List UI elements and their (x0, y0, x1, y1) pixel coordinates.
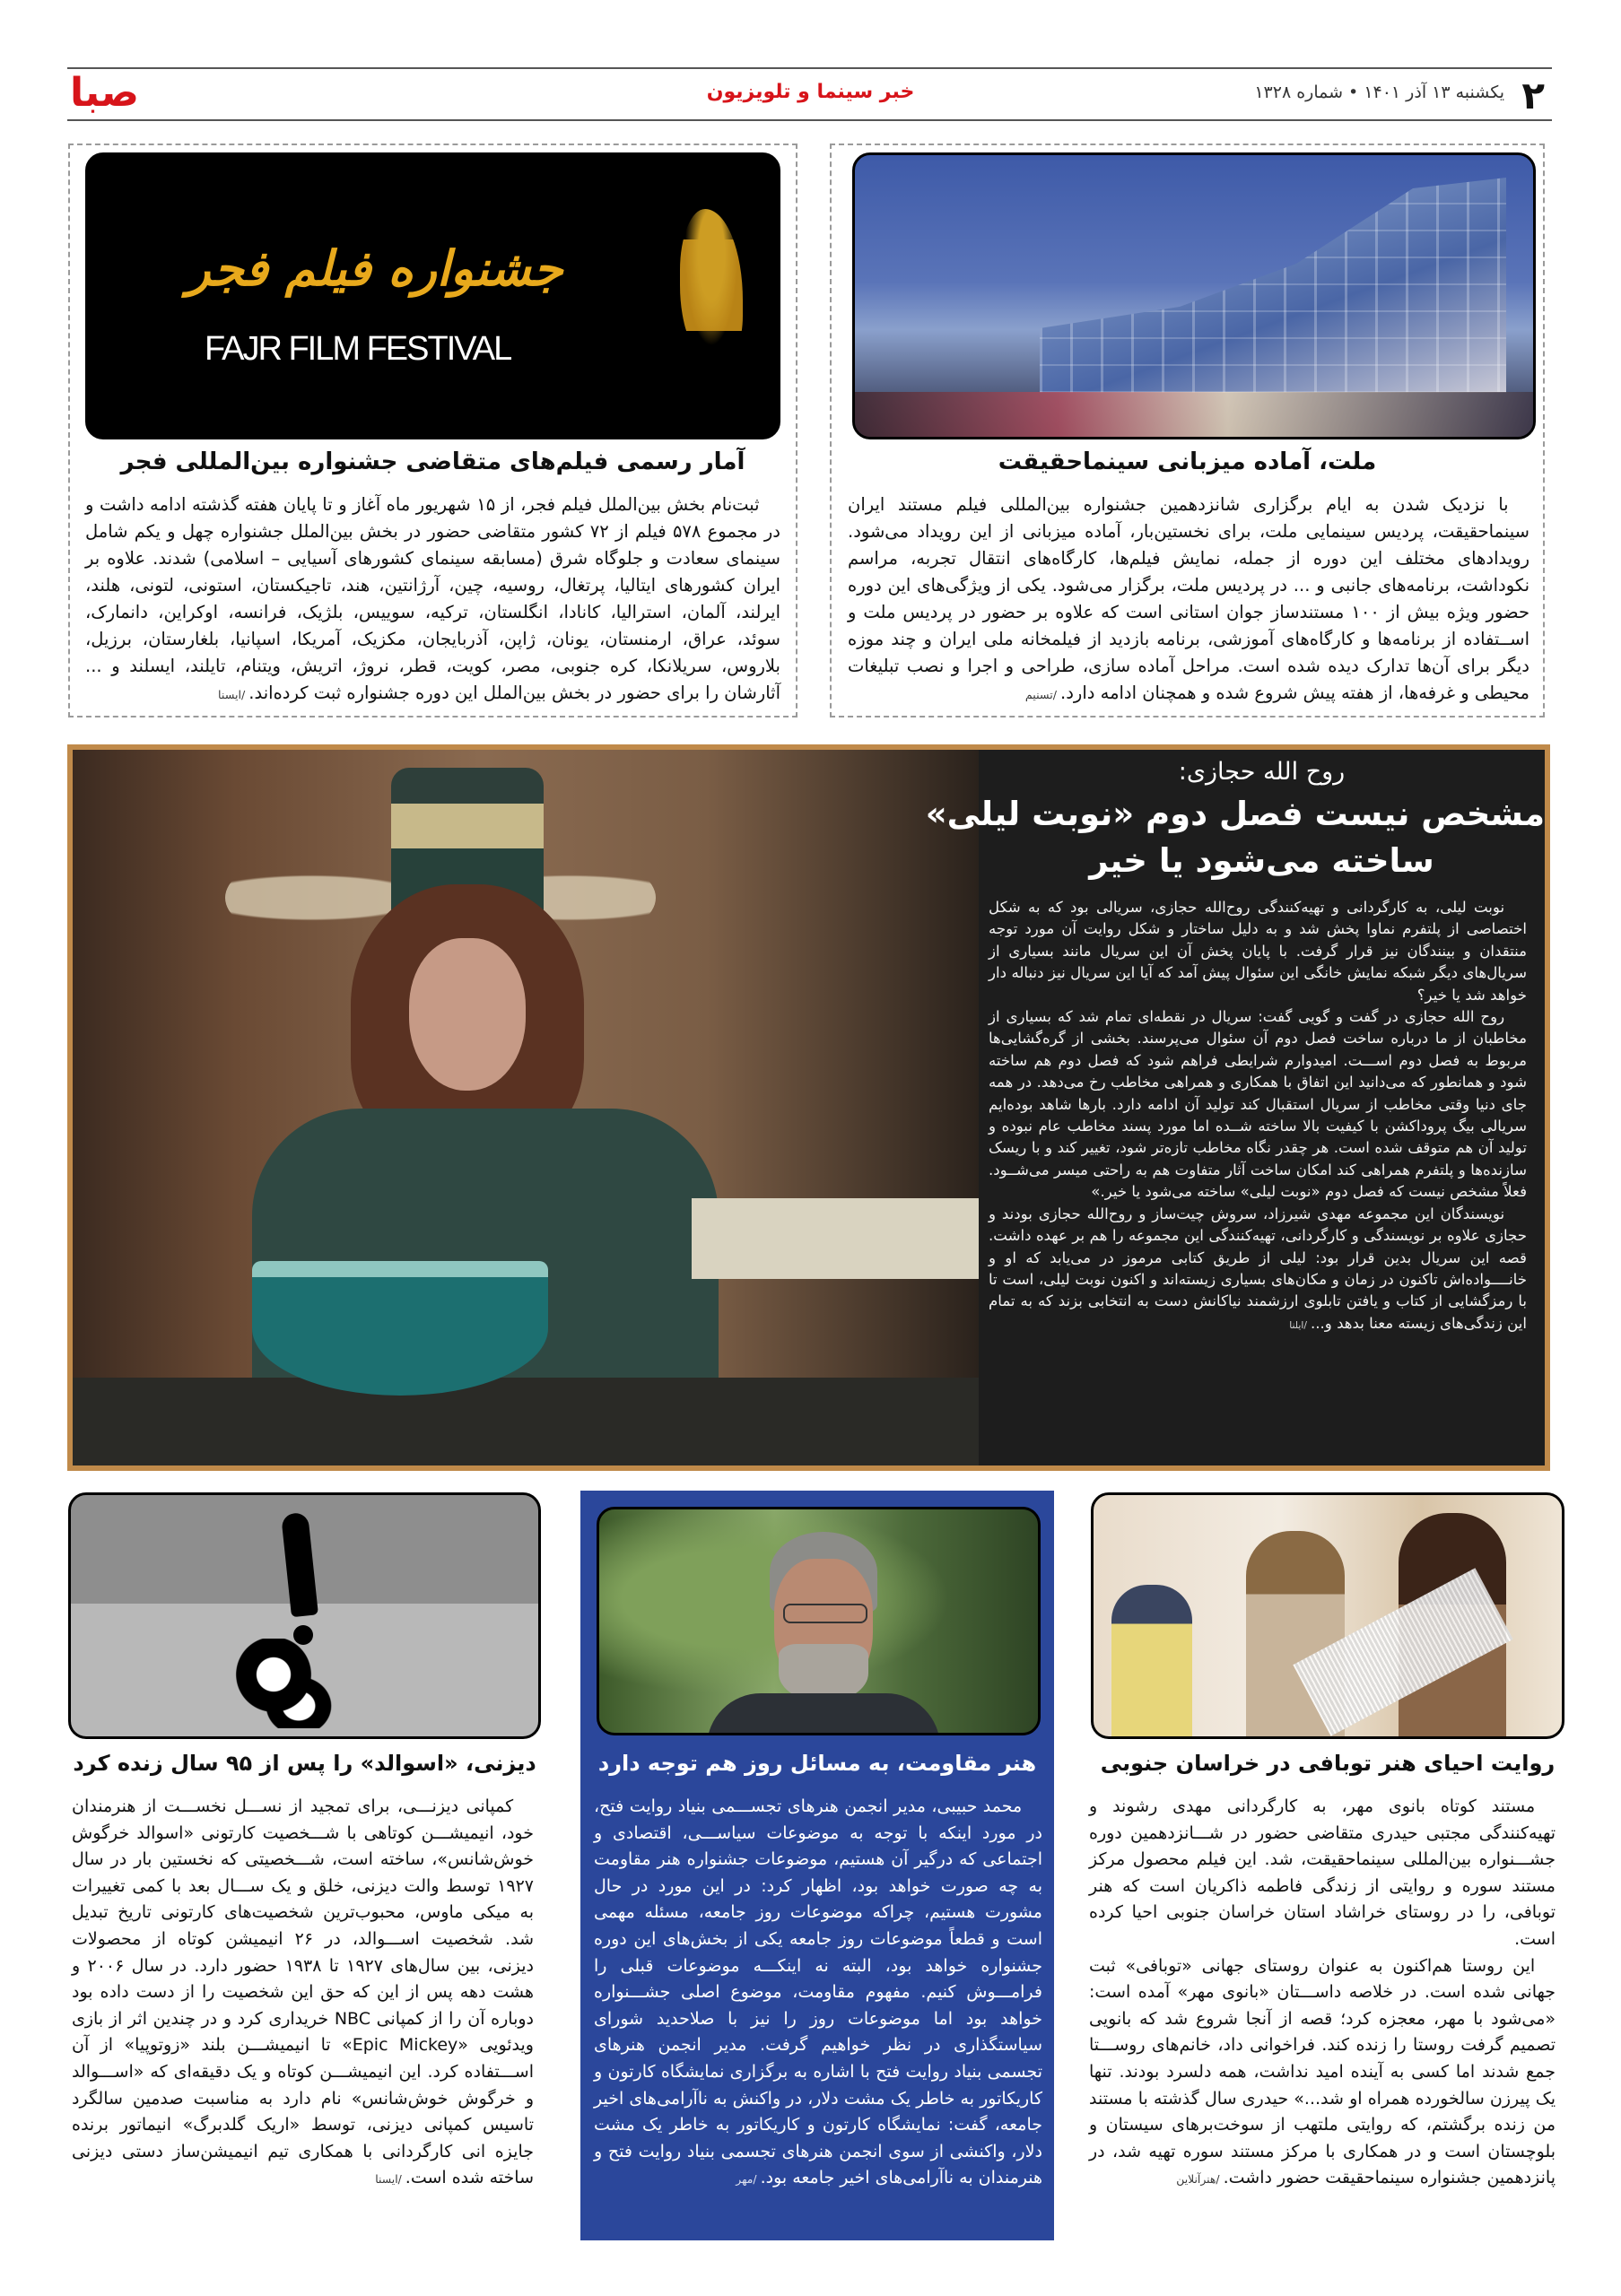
article-body (594, 1794, 1042, 2194)
nobat-leyli-still-photo (73, 750, 979, 1465)
paragraph: با نزدیک شدن به ایام برگزاری شانزدهمین جشنواره بین‌المللی فیلم مستند ایران سینماحقیقت، پردیس سینمایی ملت، برای نخستین‌بار، آماده میزبانی از این رویداد می‌شود. رویدادهای مختلف این دوره از جمله، نمایش فیلم‌ها، کارگاه‌های انتقال تجربه، مراسم نکوداشت، برنامه‌های جانبی و ... در پردیس ملت، برگزار می‌شود. یکی از ویژگی‌های این دوره حضور ویژه بیش از ۱۰۰ مستندساز جوان استانی است که علاوه بر حضور در پردیس ملت و اســتفاده از برنامه‌ها و کارگاه‌های آموزشی، برنامه بازدید از فیلمخانه ملی ایران و چند موزه دیگر برای آن‌ها تدارک دیده شده است. مراحل آماده سازی، طراحی و اجرا و نصب تبلیغات محیطی و غرفه‌ها، از هفته پیش شروع شده و همچنان ادامه دارد./تسنیم (848, 494, 1530, 703)
paragraph: ثبت‌نام بخش بین‌الملل فیلم فجر، از ۱۵ شهریور ماه آغاز و تا پایان هفته گذشته ادامه داشت و در مجموع ۵۷۸ فیلم از ۷۲ کشور متقاضی حضور در بخش بین‌الملل جشنواره چهل و یکم شامل سینمای سعادت و جلوگاه شرق (مسابقه سینمای کشورهای آسیایی – اسلامی) شدند. علاوه بر ایران کشورهای ایتالیا، پرتغال، روسیه، چین، آرژانتین، هند، تاجیکستان، استونی، لتونی، هلند، ایرلند، آلمان، استرالیا، کانادا، انگلستان، ترکیه، سوییس، بلژیک، فرانسه، اوکراین، دانمارک، سوئد، عراق، ارمنستان، یونان، ژاپن، آذربایجان، مکزیک، آمریکا، اسپانیا، بلغارستان، برزیل، بلاروس، سریلانکا، کره جنوبی، مصر، کویت، قطر، نروژ، اتریش، ویتنام، تایلند، ایسلند و ... آثارشان را برای حضور در بخش بین‌الملل این دوره جشنواره ثبت کرده‌اند./ایسنا (85, 494, 780, 703)
lead-headline-line: مشخص نیست فصل دوم «نوبت لیلی» (925, 795, 1545, 833)
weaving-women-photo (1091, 1492, 1564, 1739)
news-source: /ایلنا (1289, 1318, 1307, 1331)
news-source: /ایسنا (218, 688, 246, 701)
article-headline: آمار رسمی فیلم‌های متقاضی جشنواره بین‌المللی فجر (120, 448, 745, 475)
section-title: خبر سینما و تلویزیون (706, 81, 915, 103)
article-headline: دیزنی، «اسوالد» را پس از ۹۵ سال زنده کرد (73, 1751, 536, 1776)
newspaper-logo (70, 72, 169, 115)
jacket (707, 1693, 940, 1735)
issue-info: یکشنبه ۱۳ آذر ۱۴۰۱ • شماره ۱۳۲۸ (1254, 83, 1504, 102)
article-body (85, 491, 780, 709)
paragraph: محمد حبیبی، مدیر انجمن هنرهای تجســـمی بنیاد روایت فتح، در مورد اینکه با توجه به موضوعات سیاســـی، اقتصادی و اجتماعی که درگیر آن هستیم، موضوعات جشنواره هنر مقاومت به چه صورت خواهد بود، اظهار کرد: در این مورد در حال مشورت هستیم، چراکه موضوعات روز جامعه، مسئله مهمی است و قطعاً موضوعات روز جامعه یکی از بخش‌های این دوره جشنواره خواهد بود، البته نه اینکـــه موضوعات قبلی را فرامـــوش کنیم. مفهوم مقاومت، موضوع اصلی جشـــنواره خواهد بود اما موضوعات روز را نیز با صلاحدید شورای سیاستگذاری در نظر خواهیم گرفت. مدیر انجمن هنرهای تجسمی بنیاد روایت فتح با اشاره به برگزاری نمایشگاه کارتون و کاریکاتور به خاطر یک مشت دلار، در واکنش به ناآرامی‌های اخیر جامعه، گفت: نمایشگاه کارتون و کاریکاتور به خاطر یک مشت دلار، واکنشی از سوی انجمن هنرهای تجسمی بنیاد روایت فتح و هنرمندان به ناآرامی‌های اخیر جامعه بود./مهر (594, 1796, 1042, 2188)
teal-bowl (252, 1261, 548, 1396)
woman-left (1111, 1585, 1192, 1739)
header-top-rule (67, 67, 1552, 69)
page-number: ۲ (1521, 74, 1545, 117)
fireplace-mantel (692, 1198, 979, 1279)
article-headline: روایت احیای هنر توبافی در خراسان جنوبی (1100, 1751, 1556, 1776)
lead-headline (925, 791, 1545, 884)
article-body (72, 1794, 534, 2194)
news-source: /تسنیم (1024, 688, 1058, 701)
news-source: /ایسنا (375, 2173, 402, 2187)
paragraph: روح الله حجازی در گفت و گویی گفت: سریال در نقطه‌ای تمام شد که بسیاری از مخاطبان از ما درباره ساخت فصل دوم آن سئوال می‌پرسند. بخشی از گره‌گشایی‌ها مربوط به فصل دوم اســـت. امیدوارم شرایطی فراهم شود که فصل دوم هم ساخته شود و همانطور که می‌دانید این اتفاق با همکاری و همراهی مخاطب رخ می‌دهد. در همه جای دنیا وقتی مخاطب از سریال استقبال کند تولید آن ادامه دارد. بارها شاهد بوده‌ایم سریالی بیگ پروداکشن با کیفیت بالا ساخته شــده اما مورد پسند مخاطب عام نبوده و تولید آن هم متوقف شده است. هر چقدر نگاه مخاطب تازه‌تر شود، تغییر کند و با ریسک سازنده‌ها و پلتفرم همراهی کند امکان ساخت آثار متفاوت هم به راحتی میسر می‌شــود. فعلاً مشخص نیست که فصل دوم «نوبت لیلی» ساخته می‌شود یا خیر.» (989, 1008, 1527, 1201)
paragraph: نویسندگان این مجموعه مهدی شیرزاد، سروش چیت‌ساز و روح‌الله حجازی بودند و حجازی علاوه بر نویسندگی و کارگردانی، تهیه‌کنندگی این مجموعه را هم بر عهده داشت. قصه این سریال بدین قرار بود: لیلی از طریق کتابی مرموز در می‌یابد که او و خانــــواده‌اش تاکنون در زمان و مکان‌های بسیاری زیسته‌اند و اکنون نوبت لیلی، است تا با رمزگشایی از کتاب و یافتن تابلوی ارزشمند نیاکانش دست به انتخابی بزند که به تمام این زندگی‌های زیسته معنا بدهد و.../ایلنا (989, 1205, 1527, 1332)
paragraph: نوبت لیلی، به کارگردانی و تهیه‌کنندگی روح‌الله حجازی، سریالی بود که به شکل اختصاصی از پلتفرم نماوا پخش شد و به دلیل ساختار و شکل روایت آن مورد توجه منتقدان و بینندگان نیز قرار گرفت. با پایان پخش آن این سریال مانند بسیاری از سریال‌های دیگر شبکه نمایش خانگی این سئوال پیش آمد که آیا این سریال نیز دنباله دار خواهد شد یا خیر؟ (989, 899, 1527, 1004)
news-source: /هنرآنلاین (1176, 2173, 1220, 2187)
street-lights (855, 392, 1533, 437)
glasses (783, 1604, 867, 1623)
paragraph: مستند کوتاه بانوی مهر، به کارگردانی مهدی رشوند و تهیه‌کنندگی مجتبی حیدری متقاضی حضور در شـــانزدهمین دوره جشـــنواره بین‌المللی سینماحقیقت، شد. این فیلم محصول مرکز مستند سوره و روایتی از زندگی فاطمه ذاکریان است که هنر توبافی، را در روستای خراشاد استان خراسان جنوبی احیا کرده است. (1089, 1796, 1556, 1949)
lead-headline-line: ساخته می‌شود یا خیر (1089, 841, 1434, 880)
lead-kicker: روح الله حجازی: (1178, 758, 1346, 786)
fajr-logo-persian: جشنواره فیلم فجر (187, 240, 563, 297)
simorgh-bird-icon (680, 209, 743, 361)
article-body (1089, 1794, 1556, 2194)
building-facade (1040, 178, 1506, 393)
face (409, 938, 526, 1091)
mohammad-habibi-portrait (597, 1507, 1041, 1735)
article-headline: ملت، آماده میزبانی سینماحقیقت (998, 448, 1377, 475)
table (73, 1378, 979, 1465)
news-source: /مهر (736, 2173, 757, 2187)
article-headline: هنر مقاومت، به مسائل روز هم توجه دارد (597, 1751, 1037, 1776)
paragraph: این روستا هم‌اکنون به عنوان روستای جهانی «توبافی» ثبت جهانی شده است. در خلاصه داســـتان «بانوی مهر» آمده است: «می‌شود با مهر، معجزه کرد؛ قصه از آنجا شروع شد که بانویی تصمیم گرفت روستا را زنده کند. فراخوانی داد، خانم‌های روســـتا جمع شدند اما کسی به آینده امید نداشت، همه دلسرد بودند. تنها یک پیرزن سالخورده همراه او شد...» حیدری سال گذشته با مستند من زنده برگشتم، که روایتی ملتهب از سوخت‌برهای سیستان و بلوچستان است و در همکاری با مرکز مستند سوره تهیه شد، در پانزدهمین جشنواره سینماحقیقت حضور داشت./هنرآنلاین (1089, 1955, 1556, 2188)
logo-text: صبا (70, 70, 139, 116)
exclamation-mark (281, 1512, 318, 1618)
mellat-cinema-photo (852, 152, 1536, 439)
lead-body (989, 897, 1527, 1336)
fajr-logo-english: FAJR FILM FESTIVAL (205, 330, 511, 368)
article-body (848, 491, 1529, 709)
oswald-rabbit (223, 1639, 349, 1728)
fajr-festival-logo-image (85, 152, 780, 439)
header-bottom-rule (67, 119, 1552, 121)
oswald-cartoon-still (68, 1492, 541, 1739)
paragraph: کمپانی دیزنـــی، برای تمجید از نســـل نخســـت از هنرمندان خود، انیمیشـــن کوتاهی با شـــخصیت کارتونی «اسوالد خرگوش خوش‌شانس»، ساخته است، شـــخصیتی که نخستین بار در سال ۱۹۲۷ توسط والت دیزنی، خلق و یک ســـال بعد با کمی تغییرات به میکی ماوس، محبوب‌ترین شخصیت‌های کارتونی تاریخ تبدیل شد. شخصیت اســـوالد، در ۲۶ انیمیشن کوتاه از محصولات دیزنی، بین سال‌های ۱۹۲۷ تا ۱۹۳۸ حضور دارد. در سال ۲۰۰۶ و هشت دهه پس از این که حق این شخصیت را از دست داده بود دوباره آن را از کمپانی NBC خریداری کرد و در چندین اثر از بازی ویدئویی «Epic Mickey» تا انیمیشـــن بلند «زوتوپیا» از آن اســـتفاده کرد. این انیمیشـــن کوتاه و یک دقیقه‌ای که «اســـوالد و خرگوش خوش‌شانس» نام دارد به مناسبت صدمین سالگرد تاسیس کمپانی دیزنی، توسط «اریک گلدبرگ» انیماتور برنده جایزه انی کارگردانی با همکاری تیم انیمیشن‌ساز دستی دیزنی ساخته شده است./ایسنا (72, 1796, 535, 2188)
